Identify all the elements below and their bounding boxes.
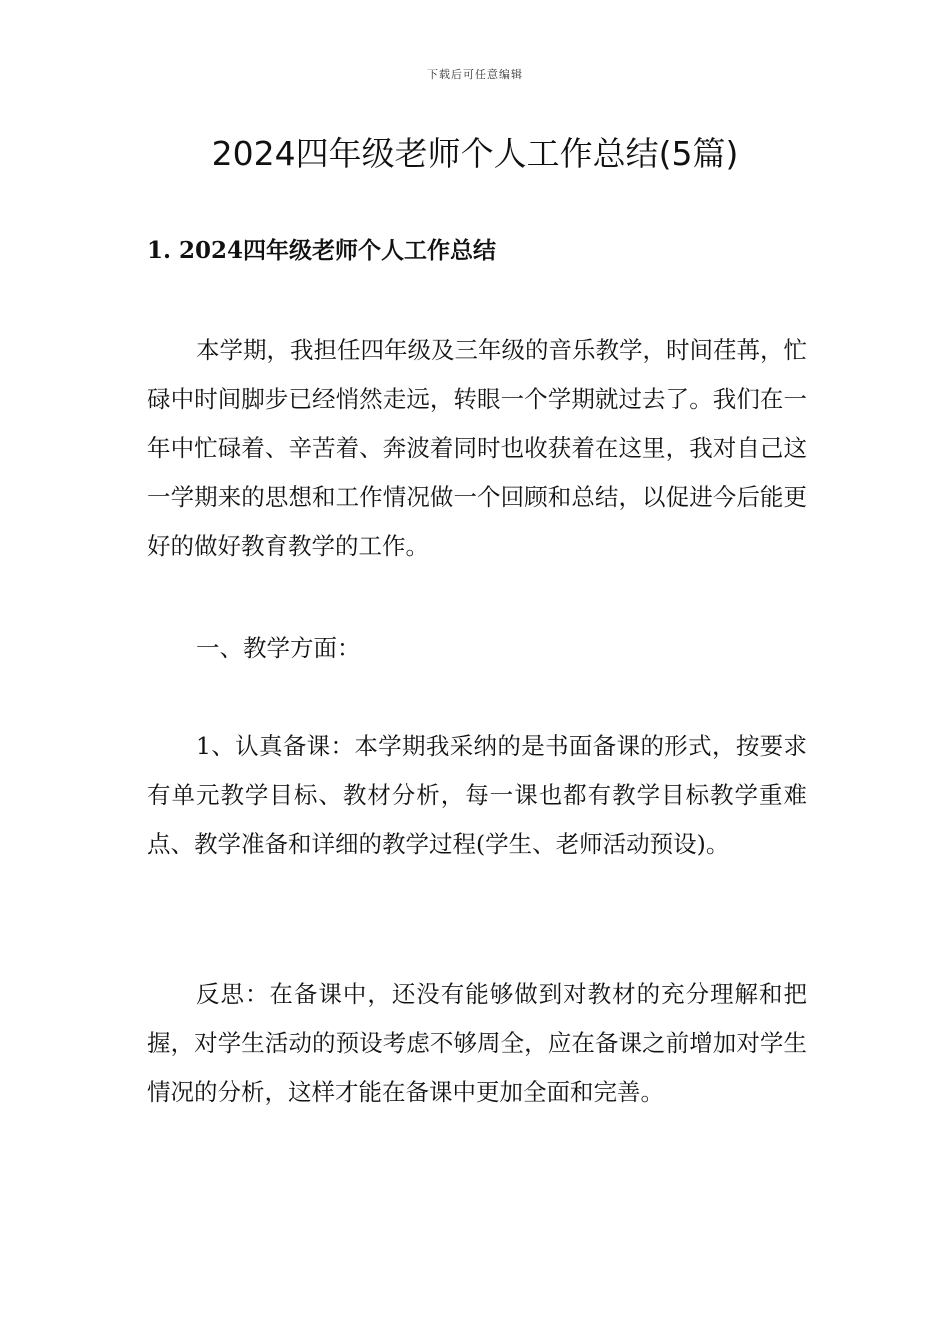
document-title: 2024四年级老师个人工作总结(5篇) xyxy=(211,134,739,173)
paragraph-reflection: 反思：在备课中，还没有能够做到对教材的充分理解和把握，对学生活动的预设考虑不够周全，应在备课之前增加对学生情况的分析，这样才能在备课中更加全面和完善。 xyxy=(147,980,807,1106)
header-note: 下载后可任意编辑 xyxy=(427,68,523,81)
section-heading: 1. 2024四年级老师个人工作总结 xyxy=(147,237,497,264)
paragraph-teaching-heading: 一、教学方面： xyxy=(196,634,361,662)
paragraph-intro: 本学期，我担任四年级及三年级的音乐教学，时间荏苒，忙碌中时间脚步已经悄然走远，转眼一个学期就过去了。我们在一年中忙碌着、辛苦着、奔波着同时也收获着在这里，我对自己这一学期来的思想和工作情况做一个回顾和总结，以促进今后能更好的做好教育教学的工作。 xyxy=(147,336,807,560)
paragraph-lesson-prep: 1、认真备课：本学期我采纳的是书面备课的形式，按要求有单元教学目标、教材分析，每一课也都有教学目标教学重难点、教学准备和详细的教学过程(学生、老师活动预设)。 xyxy=(147,732,807,858)
